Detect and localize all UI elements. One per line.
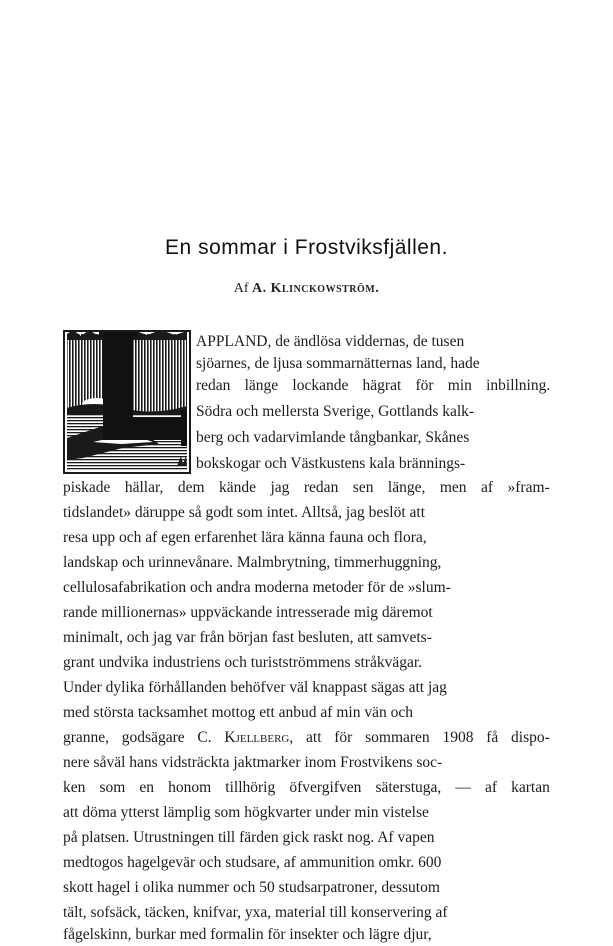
person-name-kjellberg: Kjellberg xyxy=(224,729,290,746)
text-line-11: cellulosafabrikation och andra moderna metoder för de »slum- xyxy=(63,579,451,596)
text-line-22: medtogos hagelgevär och studsare, af ammunition omkr. 600 xyxy=(63,854,442,871)
text-line-17 xyxy=(63,727,550,749)
text-line-20: att döma ytterst lämplig som högkvarter under min vistelse xyxy=(63,804,429,821)
text-line-8: tidslandet» däruppe så godt som intet. Alltså, jag beslöt att xyxy=(63,504,426,521)
decorative-initial-L-lake-landscape-icon xyxy=(63,330,191,474)
text-line-6: bokskogar och Västkustens kala brännings- xyxy=(196,455,466,472)
text-line-17-b: , att för sommaren 1908 få dispo- xyxy=(289,729,550,746)
text-line-19: ken som en honom tillhörig öfvergifven säterstuga, — af kartan xyxy=(63,779,550,796)
byline xyxy=(0,281,613,297)
text-line-25: fågelskinn, burkar med formalin för insekter och lägre djur, xyxy=(63,926,432,943)
text-line-9: resa upp och af egen erfarenhet lära känna fauna och flora, xyxy=(63,529,427,546)
text-line-14: grant undvika industriens och turistströmmens stråkvägar. xyxy=(63,654,423,671)
text-line-23: skott hagel i olika nummer och 50 studsarpatroner, dessutom xyxy=(63,879,440,896)
text-line-15: Under dylika förhållanden behöfver väl knappast sägas att jag xyxy=(63,679,447,696)
text-line-1: APPLAND, de ändlösa viddernas, de tusen xyxy=(196,333,465,350)
text-line-24: tält, sofsäck, täcken, knifvar, yxa, material till konservering af xyxy=(63,904,448,921)
text-line-10: landskap och urinnevånare. Malmbrytning, timmerhuggning, xyxy=(63,554,442,571)
text-line-7: piskade hällar, dem kände jag redan sen länge, men af »fram- xyxy=(63,479,550,496)
text-line-17-a: granne, godsägare C. xyxy=(63,729,225,746)
text-line-4: Södra och mellersta Sverige, Gottlands kalk- xyxy=(196,403,475,420)
text-line-12: rande millionernas» uppväckande intresserade mig däremot xyxy=(63,604,433,621)
text-line-21: på platsen. Utrustningen till färden gick raskt nog. Af vapen xyxy=(63,829,435,846)
text-line-18: nere såväl hans vidsträckta jaktmarker inom Frostvikens soc- xyxy=(63,754,443,771)
author-name: A. Klinckowström. xyxy=(252,281,380,296)
text-line-16: med största tacksamhet mottog ett anbud af min vän och xyxy=(63,704,413,721)
text-line-13: minimalt, och jag var från början fast besluten, att samvets- xyxy=(63,629,432,646)
byline-prefix: Af xyxy=(233,281,249,296)
text-line-3: redan länge lockande hägrat för min inbillning. xyxy=(196,377,551,394)
text-line-5: berg och vadarvimlande tångbankar, Skånes xyxy=(196,429,470,446)
text-line-2: sjöarnes, de ljusa sommarnätternas land, hade xyxy=(196,355,480,372)
article-title: En sommar i Frostviksfjällen. xyxy=(165,236,448,259)
